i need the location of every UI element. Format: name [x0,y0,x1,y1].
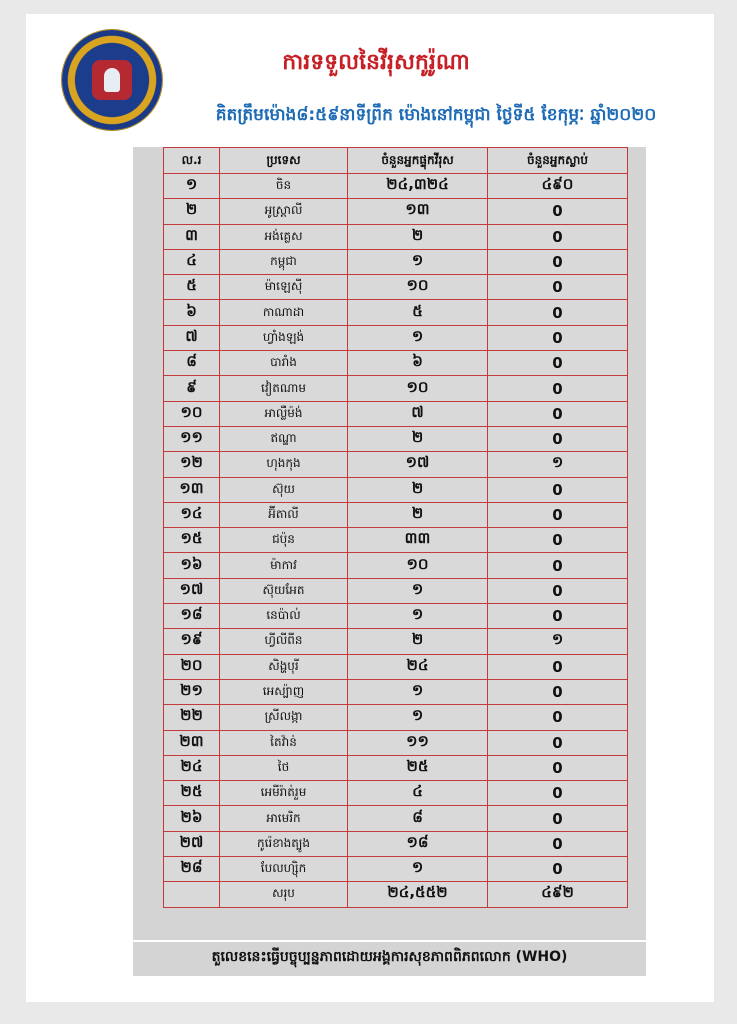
case-count: ២ [348,477,488,502]
row-number: ៨ [164,351,220,376]
death-count: 0 [488,275,628,300]
col-header-deaths: ចំនួនអ្នកស្លាប់ [488,148,628,174]
death-count: ៤៩០ [488,174,628,199]
table-row [164,755,628,780]
case-count: ៤ [348,781,488,806]
country-name: ជប៉ុន [220,528,348,553]
row-number: ១០ [164,401,220,426]
case-count: ២៤ [348,654,488,679]
cases-table [163,147,628,908]
table-row [164,502,628,527]
death-count: 0 [488,249,628,274]
row-number: ២៥ [164,781,220,806]
col-header-no: ល.រ [164,148,220,174]
death-count: ១ [488,452,628,477]
table-row [164,325,628,350]
country-name: តៃវ៉ាន់ [220,730,348,755]
country-name: ហ្វីលីពីន [220,629,348,654]
death-count: 0 [488,351,628,376]
case-count: ១ [348,604,488,629]
table-row [164,654,628,679]
country-name: កាណាដា [220,300,348,325]
row-number: ២២ [164,705,220,730]
case-count: ១ [348,325,488,350]
case-count: ១១ [348,730,488,755]
row-number: ១៨ [164,604,220,629]
table-row [164,174,628,199]
country-name: អូស្ត្រាលី [220,199,348,224]
table-row [164,477,628,502]
case-count: ១៧ [348,452,488,477]
death-count: 0 [488,578,628,603]
col-header-cases: ចំនួនអ្នកផ្ទុកវីរុស [348,148,488,174]
table-row [164,426,628,451]
death-count: 0 [488,528,628,553]
row-number: ២៨ [164,857,220,882]
case-count: ១៨ [348,831,488,856]
death-count: 0 [488,325,628,350]
country-name: អាមេរិក [220,806,348,831]
case-count: ១០ [348,553,488,578]
case-count: ៥ [348,300,488,325]
row-number: ១៦ [164,553,220,578]
table-row [164,553,628,578]
country-name: វៀតណាម [220,376,348,401]
case-count: ៧ [348,401,488,426]
case-count: ២៥ [348,755,488,780]
death-count: 0 [488,224,628,249]
death-count: 0 [488,781,628,806]
emblem-icon [92,60,132,100]
case-count: ១ [348,249,488,274]
row-number: ១២ [164,452,220,477]
death-count: 0 [488,553,628,578]
page-title: ការទទួលនៃវីរុសកូរ៉ូណា [282,50,470,75]
case-count: ២ [348,502,488,527]
case-count: ៣៣ [348,528,488,553]
country-name: អង់គ្លេស [220,224,348,249]
row-number: ១ [164,174,220,199]
table-total-row [164,882,628,907]
page-subtitle: គិតត្រឹមម៉ោង៨:៥៩នាទីព្រឹក ម៉ោងនៅកម្ពុជា ថ្ងៃទី៥ ខែកុម្ភៈ ឆ្នាំ២០២០ [215,105,657,125]
total-cases: ២៤,៥៥២ [348,882,488,907]
country-name: អ៊ីតាលី [220,502,348,527]
table-row [164,199,628,224]
death-count: 0 [488,502,628,527]
country-name: ចិន [220,174,348,199]
row-number: ៩ [164,376,220,401]
country-name: ហ្វាំងឡង់ [220,325,348,350]
table-row [164,781,628,806]
death-count: 0 [488,401,628,426]
row-number: ១៤ [164,502,220,527]
death-count: ១ [488,629,628,654]
country-name: បារាំង [220,351,348,376]
row-number: ២០ [164,654,220,679]
table-row [164,224,628,249]
case-count: ១០ [348,275,488,300]
row-number: ៣ [164,224,220,249]
total-label: សរុប [220,882,348,907]
country-name: ហុងកុង [220,452,348,477]
row-number: ១១ [164,426,220,451]
row-number: ៤ [164,249,220,274]
table-row [164,376,628,401]
country-name: ម៉ាកាវ [220,553,348,578]
country-name: ស៊ុយអែត [220,578,348,603]
table-row [164,730,628,755]
country-name: អេស្ប៉ាញ [220,679,348,704]
country-name: អេមីរ៉ាត់រួម [220,781,348,806]
case-count: ២ [348,629,488,654]
death-count: 0 [488,300,628,325]
case-count: ១០ [348,376,488,401]
table-panel [133,147,646,940]
table-row [164,300,628,325]
row-number: ២៣ [164,730,220,755]
country-name: ស្រីលង្កា [220,705,348,730]
case-count: ២ [348,426,488,451]
death-count: 0 [488,654,628,679]
footer-note: តួលេខនេះធ្វើបច្ចុប្បន្នភាពដោយអង្គការសុខភាពពិភពលោក (WHO) [133,942,646,976]
death-count: 0 [488,679,628,704]
case-count: ៨ [348,806,488,831]
death-count: 0 [488,730,628,755]
row-number: ៧ [164,325,220,350]
table-row [164,604,628,629]
case-count: ១៣ [348,199,488,224]
country-name: កម្ពុជា [220,249,348,274]
row-number: ២៦ [164,806,220,831]
row-number: ២១ [164,679,220,704]
table-header-row [164,148,628,174]
table-row [164,705,628,730]
row-number: ១៥ [164,528,220,553]
country-name: ម៉ាឡេស៊ី [220,275,348,300]
table-row [164,578,628,603]
table-row [164,275,628,300]
row-number: ១៧ [164,578,220,603]
country-name: ថៃ [220,755,348,780]
table-row [164,831,628,856]
case-count: ៦ [348,351,488,376]
total-deaths: ៤៩២ [488,882,628,907]
country-name: សិង្ហបុរី [220,654,348,679]
death-count: 0 [488,806,628,831]
row-number: ៦ [164,300,220,325]
table-row [164,806,628,831]
country-name: អាល្លឺម៉ង់ [220,401,348,426]
case-count: ១ [348,679,488,704]
table-row [164,351,628,376]
row-number: ២ [164,199,220,224]
table-row [164,629,628,654]
case-count: ១ [348,857,488,882]
country-name: បែលហ្ស៊ិក [220,857,348,882]
death-count: 0 [488,831,628,856]
table-row [164,452,628,477]
table-row [164,401,628,426]
table-row [164,249,628,274]
death-count: 0 [488,604,628,629]
country-name: ស៊ុយ [220,477,348,502]
death-count: 0 [488,426,628,451]
death-count: 0 [488,755,628,780]
country-name: ឥណ្ឌា [220,426,348,451]
death-count: 0 [488,376,628,401]
col-header-country: ប្រទេស [220,148,348,174]
row-number: ២៤ [164,755,220,780]
emblem-logo [62,30,162,130]
table-row [164,679,628,704]
total-blank-cell [164,882,220,907]
death-count: 0 [488,199,628,224]
death-count: 0 [488,705,628,730]
case-count: ២៤,៣២៤ [348,174,488,199]
case-count: ១ [348,578,488,603]
table-row [164,857,628,882]
row-number: ២៧ [164,831,220,856]
country-name: នេប៉ាល់ [220,604,348,629]
case-count: ១ [348,705,488,730]
death-count: 0 [488,477,628,502]
row-number: ៥ [164,275,220,300]
death-count: 0 [488,857,628,882]
country-name: កូរ៉េខាងត្បូង [220,831,348,856]
row-number: ១៩ [164,629,220,654]
row-number: ១៣ [164,477,220,502]
case-count: ២ [348,224,488,249]
table-row [164,528,628,553]
